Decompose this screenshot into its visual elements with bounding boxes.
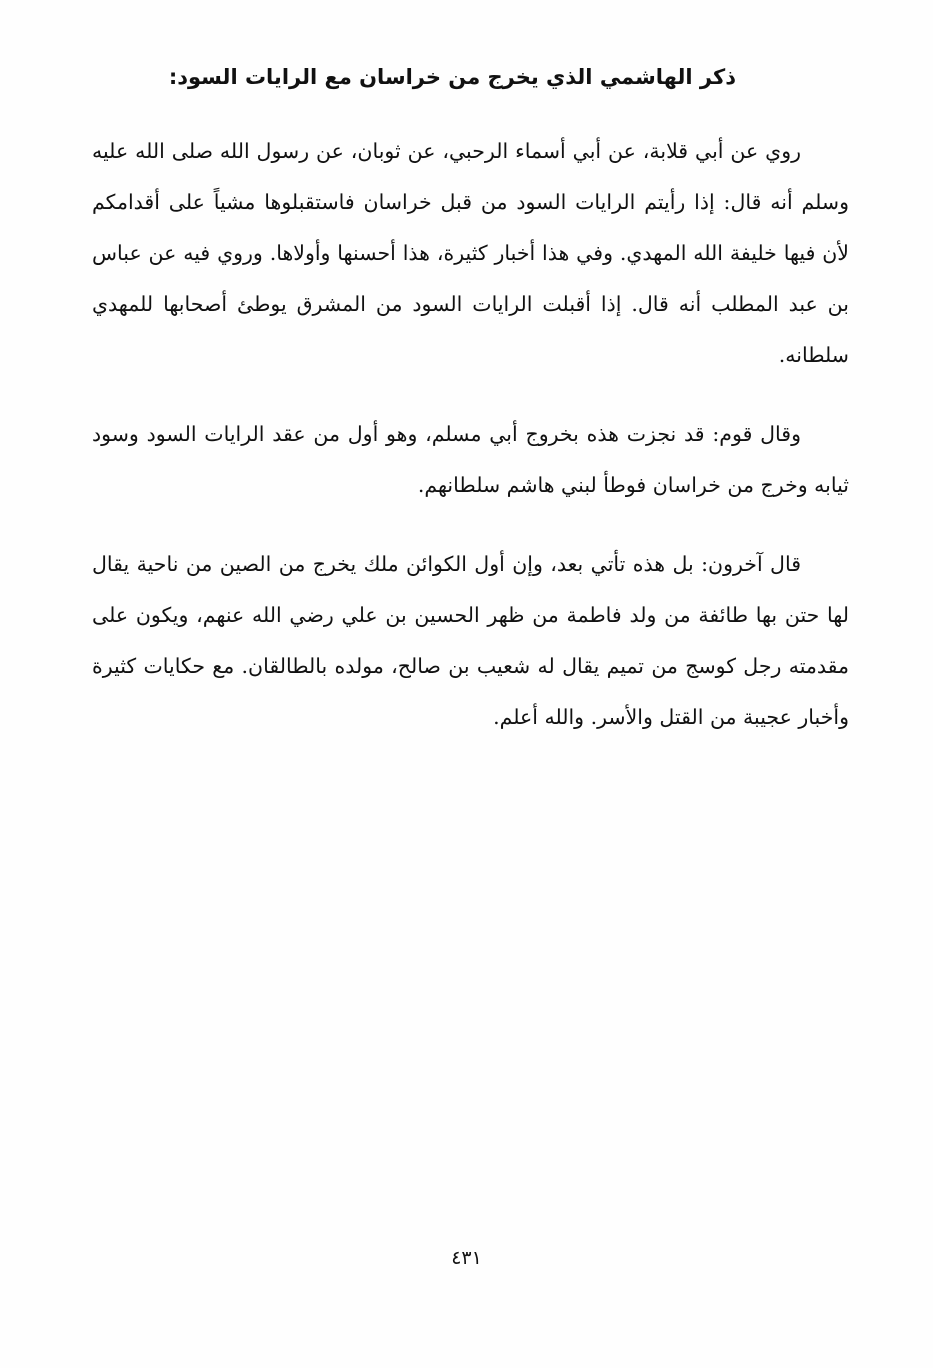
section-heading: ذكر الهاشمي الذي يخرج من خراسان مع الرايات السود: — [168, 65, 736, 89]
paragraph-2: وقال قوم: قد نجزت هذه بخروج أبي مسلم، وهو أول من عقد الرايات السود وسود ثيابه وخرج من خراسان فوطأ لبني هاشم سلطانهم. — [92, 422, 849, 497]
body-text — [92, 126, 849, 771]
paragraph-1: روي عن أبي قلابة، عن أبي أسماء الرحبي، عن ثوبان، عن رسول الله صلى الله عليه وسلم أنه قال: إذا رأيتم الرايات السود من قبل خراسان فاستقبلوها مشياً على أقدامكم لأن فيها خليفة الله المهدي. وفي هذا أخبار كثيرة، هذا أحسنها وأولاها. وروي فيه عن عباس بن عبد المطلب أنه قال. إذا أقبلت الرايات السود من المشرق يوطئ أصحابها للمهدي سلطانه. — [92, 139, 849, 367]
paragraph-3: قال آخرون: بل هذه تأتي بعد، وإن أول الكوائن ملك يخرج من الصين من ناحية يقال لها حتن بها طائفة من ولد فاطمة من ظهر الحسين بن علي رضي الله عنهم، ويكون على مقدمته رجل كوسج من تميم يقال له شعيب بن صالح، مولده بالطالقان. مع حكايات كثيرة وأخبار عجيبة من القتل والأسر. والله أعلم. — [92, 552, 849, 729]
page-number: ٤٣١ — [451, 1247, 482, 1269]
